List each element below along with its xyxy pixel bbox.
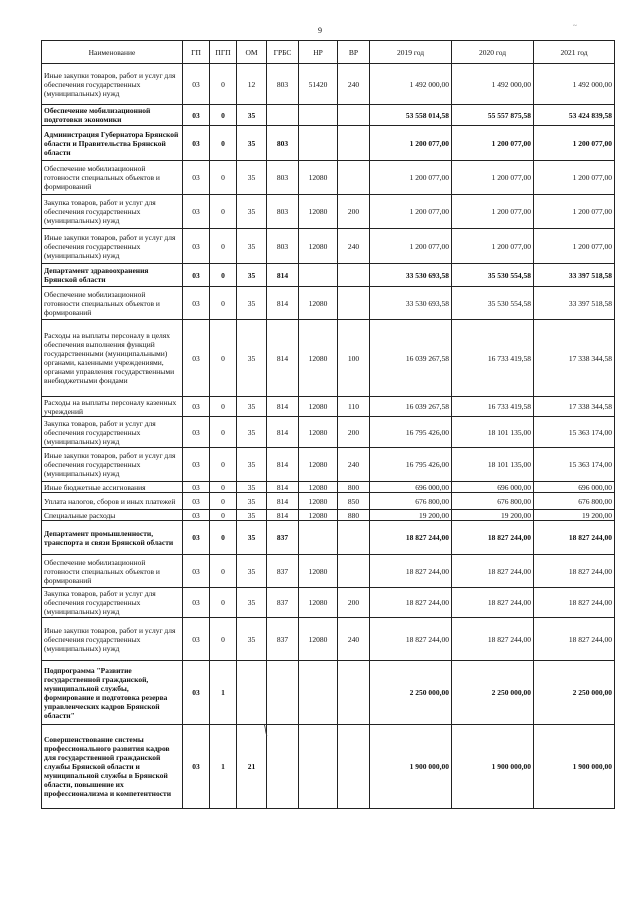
cell-vr: 240 bbox=[338, 448, 370, 482]
cell-2021: 53 424 839,58 bbox=[534, 105, 615, 126]
cell-2019: 676 800,00 bbox=[370, 493, 452, 510]
cell-nr bbox=[299, 126, 338, 161]
cell-2020: 18 101 135,00 bbox=[452, 417, 534, 448]
cell-2019: 16 795 426,00 bbox=[370, 417, 452, 448]
header-2020: 2020 год bbox=[452, 41, 534, 64]
cell-grbs bbox=[267, 661, 299, 725]
cell-2020: 1 200 077,00 bbox=[452, 161, 534, 195]
cell-2020: 1 200 077,00 bbox=[452, 126, 534, 161]
cell-gp: 03 bbox=[183, 264, 210, 287]
cell-gp: 03 bbox=[183, 448, 210, 482]
cell-2021: 18 827 244,00 bbox=[534, 618, 615, 661]
cell-gp: 03 bbox=[183, 229, 210, 264]
table-row bbox=[42, 482, 615, 493]
cell-2019: 16 039 267,58 bbox=[370, 320, 452, 397]
cell-nr: 12080 bbox=[299, 588, 338, 618]
cell-pgp: 0 bbox=[210, 510, 237, 521]
cell-2019: 18 827 244,00 bbox=[370, 618, 452, 661]
table-row bbox=[42, 229, 615, 264]
table-row bbox=[42, 661, 615, 725]
cell-grbs: 814 bbox=[267, 448, 299, 482]
cell-2020: 18 827 244,00 bbox=[452, 588, 534, 618]
cell-2021: 18 827 244,00 bbox=[534, 521, 615, 555]
cell-om: 35 bbox=[237, 448, 267, 482]
cell-grbs: 814 bbox=[267, 264, 299, 287]
cell-name: Иные закупки товаров, работ и услуг для обеспечения государственных (муниципальных) нужд bbox=[42, 64, 183, 105]
cell-2020: 1 200 077,00 bbox=[452, 229, 534, 264]
cell-vr bbox=[338, 105, 370, 126]
cell-vr bbox=[338, 264, 370, 287]
cell-pgp: 0 bbox=[210, 320, 237, 397]
cell-name: Закупка товаров, работ и услуг для обеспечения государственных (муниципальных) нужд bbox=[42, 195, 183, 229]
cell-gp: 03 bbox=[183, 555, 210, 588]
cell-grbs: 814 bbox=[267, 482, 299, 493]
cell-vr bbox=[338, 161, 370, 195]
header-grbs: ГРБС bbox=[267, 41, 299, 64]
cell-vr bbox=[338, 555, 370, 588]
cell-grbs: 837 bbox=[267, 555, 299, 588]
cell-2021: 17 338 344,58 bbox=[534, 320, 615, 397]
cell-2021: 19 200,00 bbox=[534, 510, 615, 521]
cell-grbs: 814 bbox=[267, 510, 299, 521]
corner-mark: ~ bbox=[573, 22, 577, 30]
cell-om: 35 bbox=[237, 588, 267, 618]
cell-gp: 03 bbox=[183, 161, 210, 195]
cell-name: Расходы на выплаты персоналу казенных учреждений bbox=[42, 397, 183, 417]
cell-2020: 55 557 875,58 bbox=[452, 105, 534, 126]
cell-gp: 03 bbox=[183, 105, 210, 126]
cell-pgp: 0 bbox=[210, 195, 237, 229]
cell-2020: 676 800,00 bbox=[452, 493, 534, 510]
cell-om: 35 bbox=[237, 618, 267, 661]
cell-2019: 696 000,00 bbox=[370, 482, 452, 493]
cell-pgp: 0 bbox=[210, 126, 237, 161]
cell-2019: 1 492 000,00 bbox=[370, 64, 452, 105]
cell-2021: 18 827 244,00 bbox=[534, 588, 615, 618]
table-row bbox=[42, 264, 615, 287]
cell-name: Обеспечение мобилизационной подготовки экономики bbox=[42, 105, 183, 126]
cell-2019: 1 200 077,00 bbox=[370, 126, 452, 161]
cell-om: 35 bbox=[237, 417, 267, 448]
cell-name: Совершенствование системы профессионального развития кадров для государственной гражданской службы Брянской области и муниципальной службы в Брянской области, повышение их профессионализма и компетентности bbox=[42, 725, 183, 809]
cell-pgp: 0 bbox=[210, 229, 237, 264]
cell-nr: 51420 bbox=[299, 64, 338, 105]
cell-om: 35 bbox=[237, 320, 267, 397]
cell-name: Иные закупки товаров, работ и услуг для обеспечения государственных (муниципальных) нужд bbox=[42, 229, 183, 264]
cell-2019: 1 900 000,00 bbox=[370, 725, 452, 809]
cell-pgp: 0 bbox=[210, 105, 237, 126]
cell-2021: 15 363 174,00 bbox=[534, 448, 615, 482]
cell-nr: 12080 bbox=[299, 229, 338, 264]
cell-vr bbox=[338, 661, 370, 725]
cell-om: 35 bbox=[237, 521, 267, 555]
header-gp: ГП bbox=[183, 41, 210, 64]
table-row bbox=[42, 195, 615, 229]
cell-2020: 2 250 000,00 bbox=[452, 661, 534, 725]
cell-name: Специальные расходы bbox=[42, 510, 183, 521]
cell-2021: 33 397 518,58 bbox=[534, 287, 615, 320]
cell-2019: 19 200,00 bbox=[370, 510, 452, 521]
page-number: 9 bbox=[318, 26, 322, 35]
cell-2021: 1 200 077,00 bbox=[534, 161, 615, 195]
cell-pgp: 0 bbox=[210, 493, 237, 510]
cell-vr bbox=[338, 521, 370, 555]
cell-2019: 18 827 244,00 bbox=[370, 555, 452, 588]
cell-2019: 16 039 267,58 bbox=[370, 397, 452, 417]
cell-pgp: 0 bbox=[210, 397, 237, 417]
cell-pgp: 0 bbox=[210, 264, 237, 287]
cell-vr: 200 bbox=[338, 588, 370, 618]
cell-2020: 1 900 000,00 bbox=[452, 725, 534, 809]
cell-vr bbox=[338, 126, 370, 161]
cell-gp: 03 bbox=[183, 618, 210, 661]
cell-vr bbox=[338, 725, 370, 809]
cell-om: 35 bbox=[237, 126, 267, 161]
cell-vr: 850 bbox=[338, 493, 370, 510]
cell-pgp: 0 bbox=[210, 618, 237, 661]
cell-2021: 696 000,00 bbox=[534, 482, 615, 493]
table-row bbox=[42, 126, 615, 161]
cell-pgp: 0 bbox=[210, 521, 237, 555]
cell-om bbox=[237, 661, 267, 725]
cell-name: Департамент промышленности, транспорта и связи Брянской области bbox=[42, 521, 183, 555]
cell-2020: 35 530 554,58 bbox=[452, 264, 534, 287]
cell-vr: 880 bbox=[338, 510, 370, 521]
cell-2021: 2 250 000,00 bbox=[534, 661, 615, 725]
cell-grbs: 837 bbox=[267, 618, 299, 661]
cell-gp: 03 bbox=[183, 64, 210, 105]
cell-nr: 12080 bbox=[299, 417, 338, 448]
table-row bbox=[42, 64, 615, 105]
cell-gp: 03 bbox=[183, 510, 210, 521]
cell-nr: 12080 bbox=[299, 320, 338, 397]
cell-2021: 1 200 077,00 bbox=[534, 195, 615, 229]
cell-2021: 15 363 174,00 bbox=[534, 417, 615, 448]
cell-grbs: 803 bbox=[267, 161, 299, 195]
cell-grbs bbox=[267, 105, 299, 126]
cell-gp: 03 bbox=[183, 588, 210, 618]
cell-grbs: 814 bbox=[267, 493, 299, 510]
cell-nr bbox=[299, 105, 338, 126]
cell-gp: 03 bbox=[183, 126, 210, 161]
cell-om: 35 bbox=[237, 161, 267, 195]
cell-gp: 03 bbox=[183, 725, 210, 809]
cell-grbs: 803 bbox=[267, 195, 299, 229]
cell-grbs: 803 bbox=[267, 126, 299, 161]
cell-om: 35 bbox=[237, 105, 267, 126]
cell-grbs: 803 bbox=[267, 64, 299, 105]
cell-2020: 19 200,00 bbox=[452, 510, 534, 521]
cell-name: Обеспечение мобилизационной готовности специальных объектов и формирований bbox=[42, 555, 183, 588]
cell-2020: 1 492 000,00 bbox=[452, 64, 534, 105]
cell-name: Иные закупки товаров, работ и услуг для обеспечения государственных (муниципальных) нужд bbox=[42, 618, 183, 661]
cell-grbs: 814 bbox=[267, 320, 299, 397]
cell-2019: 1 200 077,00 bbox=[370, 195, 452, 229]
cell-om: 35 bbox=[237, 510, 267, 521]
cell-name: Иные закупки товаров, работ и услуг для обеспечения государственных (муниципальных) нужд bbox=[42, 448, 183, 482]
cell-nr: 12080 bbox=[299, 195, 338, 229]
header-nr: НР bbox=[299, 41, 338, 64]
cell-2020: 696 000,00 bbox=[452, 482, 534, 493]
cell-2020: 18 827 244,00 bbox=[452, 555, 534, 588]
cell-2019: 2 250 000,00 bbox=[370, 661, 452, 725]
cell-gp: 03 bbox=[183, 521, 210, 555]
cell-2021: 1 900 000,00 bbox=[534, 725, 615, 809]
cell-vr: 800 bbox=[338, 482, 370, 493]
cell-nr bbox=[299, 521, 338, 555]
cell-gp: 03 bbox=[183, 417, 210, 448]
cell-grbs: 837 bbox=[267, 521, 299, 555]
cell-om: 35 bbox=[237, 287, 267, 320]
cell-name: Закупка товаров, работ и услуг для обеспечения государственных (муниципальных) нужд bbox=[42, 417, 183, 448]
cell-name: Закупка товаров, работ и услуг для обеспечения государственных (муниципальных) нужд bbox=[42, 588, 183, 618]
cell-om: 35 bbox=[237, 482, 267, 493]
header-vr: ВР bbox=[338, 41, 370, 64]
cell-om: 35 bbox=[237, 264, 267, 287]
cell-name: Обеспечение мобилизационной готовности специальных объектов и формирований bbox=[42, 161, 183, 195]
cell-2019: 1 200 077,00 bbox=[370, 229, 452, 264]
cell-nr: 12080 bbox=[299, 618, 338, 661]
header-row bbox=[42, 41, 615, 64]
cell-name: Иные бюджетные ассигнования bbox=[42, 482, 183, 493]
cell-vr: 200 bbox=[338, 195, 370, 229]
cell-grbs: 803 bbox=[267, 229, 299, 264]
cell-pgp: 0 bbox=[210, 555, 237, 588]
cell-2020: 35 530 554,58 bbox=[452, 287, 534, 320]
cell-2019: 53 558 014,58 bbox=[370, 105, 452, 126]
cell-om: 21 bbox=[237, 725, 267, 809]
cell-pgp: 0 bbox=[210, 287, 237, 320]
cell-grbs: 814 bbox=[267, 287, 299, 320]
cell-name: Администрация Губернатора Брянской области и Правительства Брянской области bbox=[42, 126, 183, 161]
cell-2020: 18 101 135,00 bbox=[452, 448, 534, 482]
table-row bbox=[42, 725, 615, 809]
cell-om: 35 bbox=[237, 493, 267, 510]
table-row bbox=[42, 521, 615, 555]
header-2019: 2019 год bbox=[370, 41, 452, 64]
cell-name: Подпрограмма "Развитие государственной гражданской, муниципальной службы, формирование и подготовка резерва управленческих кадров Брянской области" bbox=[42, 661, 183, 725]
cell-2020: 1 200 077,00 bbox=[452, 195, 534, 229]
cell-2020: 18 827 244,00 bbox=[452, 618, 534, 661]
cell-2021: 1 200 077,00 bbox=[534, 229, 615, 264]
table-row bbox=[42, 287, 615, 320]
table-row bbox=[42, 448, 615, 482]
cell-2021: 1 492 000,00 bbox=[534, 64, 615, 105]
handwritten-tick-mark bbox=[262, 722, 272, 738]
table-row bbox=[42, 320, 615, 397]
budget-table bbox=[41, 40, 615, 809]
cell-pgp: 0 bbox=[210, 64, 237, 105]
cell-gp: 03 bbox=[183, 661, 210, 725]
header-2021: 2021 год bbox=[534, 41, 615, 64]
cell-pgp: 0 bbox=[210, 482, 237, 493]
cell-om: 35 bbox=[237, 397, 267, 417]
cell-2019: 18 827 244,00 bbox=[370, 588, 452, 618]
table-row bbox=[42, 618, 615, 661]
cell-vr: 240 bbox=[338, 618, 370, 661]
cell-pgp: 0 bbox=[210, 161, 237, 195]
cell-2019: 33 530 693,58 bbox=[370, 264, 452, 287]
header-om: ОМ bbox=[237, 41, 267, 64]
cell-grbs: 814 bbox=[267, 417, 299, 448]
cell-nr: 12080 bbox=[299, 397, 338, 417]
cell-2019: 1 200 077,00 bbox=[370, 161, 452, 195]
cell-om: 12 bbox=[237, 64, 267, 105]
cell-nr: 12080 bbox=[299, 287, 338, 320]
cell-2021: 1 200 077,00 bbox=[534, 126, 615, 161]
cell-pgp: 1 bbox=[210, 661, 237, 725]
header-pgp: ПГП bbox=[210, 41, 237, 64]
table-row bbox=[42, 397, 615, 417]
cell-grbs: 814 bbox=[267, 397, 299, 417]
cell-2020: 16 733 419,58 bbox=[452, 397, 534, 417]
cell-name: Расходы на выплаты персоналу в целях обеспечения выполнения функций государственными (муниципальными) органами, казенными учреждениями, органами управления государственными внебюджетными фондами bbox=[42, 320, 183, 397]
cell-2019: 16 795 426,00 bbox=[370, 448, 452, 482]
cell-vr: 240 bbox=[338, 64, 370, 105]
cell-nr: 12080 bbox=[299, 510, 338, 521]
cell-nr: 12080 bbox=[299, 493, 338, 510]
cell-pgp: 0 bbox=[210, 588, 237, 618]
cell-name: Департамент здравоохранения Брянской области bbox=[42, 264, 183, 287]
cell-grbs: 837 bbox=[267, 588, 299, 618]
cell-2019: 18 827 244,00 bbox=[370, 521, 452, 555]
cell-nr bbox=[299, 725, 338, 809]
cell-vr: 240 bbox=[338, 229, 370, 264]
cell-gp: 03 bbox=[183, 482, 210, 493]
table-row bbox=[42, 105, 615, 126]
table-row bbox=[42, 555, 615, 588]
cell-om: 35 bbox=[237, 229, 267, 264]
cell-2021: 33 397 518,58 bbox=[534, 264, 615, 287]
cell-vr: 100 bbox=[338, 320, 370, 397]
cell-vr: 110 bbox=[338, 397, 370, 417]
cell-name: Уплата налогов, сборов и иных платежей bbox=[42, 493, 183, 510]
cell-nr: 12080 bbox=[299, 555, 338, 588]
table-row bbox=[42, 161, 615, 195]
cell-gp: 03 bbox=[183, 320, 210, 397]
cell-gp: 03 bbox=[183, 287, 210, 320]
cell-om: 35 bbox=[237, 555, 267, 588]
table-row bbox=[42, 588, 615, 618]
table-row bbox=[42, 417, 615, 448]
cell-om: 35 bbox=[237, 195, 267, 229]
cell-name: Обеспечение мобилизационной готовности специальных объектов и формирований bbox=[42, 287, 183, 320]
cell-gp: 03 bbox=[183, 195, 210, 229]
cell-pgp: 0 bbox=[210, 448, 237, 482]
cell-nr bbox=[299, 661, 338, 725]
cell-pgp: 1 bbox=[210, 725, 237, 809]
cell-gp: 03 bbox=[183, 397, 210, 417]
cell-vr bbox=[338, 287, 370, 320]
cell-2021: 676 800,00 bbox=[534, 493, 615, 510]
cell-vr: 200 bbox=[338, 417, 370, 448]
cell-2019: 33 530 693,58 bbox=[370, 287, 452, 320]
header-name: Наименование bbox=[42, 41, 183, 64]
table-row bbox=[42, 493, 615, 510]
cell-pgp: 0 bbox=[210, 417, 237, 448]
cell-2020: 18 827 244,00 bbox=[452, 521, 534, 555]
cell-2021: 17 338 344,58 bbox=[534, 397, 615, 417]
cell-nr: 12080 bbox=[299, 482, 338, 493]
cell-nr: 12080 bbox=[299, 161, 338, 195]
cell-nr: 12080 bbox=[299, 448, 338, 482]
cell-gp: 03 bbox=[183, 493, 210, 510]
cell-2021: 18 827 244,00 bbox=[534, 555, 615, 588]
table-row bbox=[42, 510, 615, 521]
cell-nr bbox=[299, 264, 338, 287]
cell-2020: 16 733 419,58 bbox=[452, 320, 534, 397]
